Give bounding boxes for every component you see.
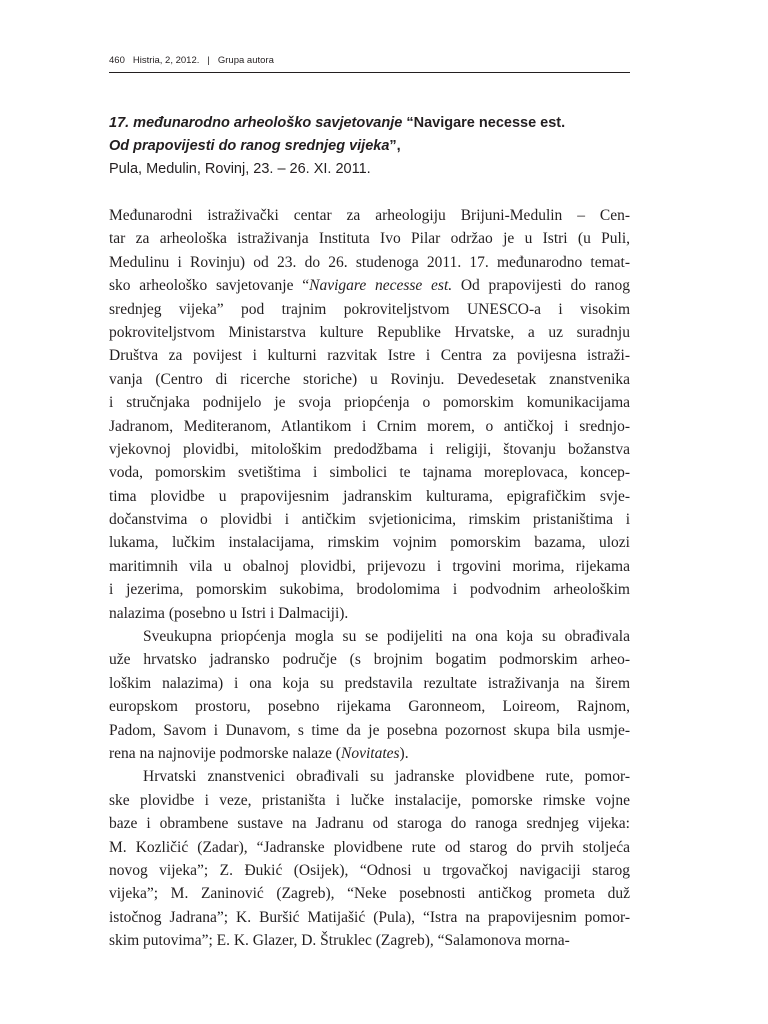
heading-subtitle-italic: Od prapovijesti do ranog srednjeg vijeka [109,138,390,154]
text-line: Padom, Savom i Dunavom, s time da je posebna pozornost skupa bila usmje- [109,721,630,739]
text-line: sko arheološko savjetovanje “Navigare necesse est. Od prapovijesti do ranog [109,277,630,295]
heading-subtitle-rest: ”, [389,138,401,154]
text-line: novog vijeka”; Z. Đukić (Osijek), “Odnosi u trgovačkoj navigaciji starog [109,861,630,879]
text-line: nalazima (posebno u Istri i Dalmaciji). [109,604,349,622]
text-line: voda, pomorskim svetištima i simbolici te tajnama moreplovaca, koncep- [109,464,630,482]
text-line: vijeka”; M. Zaninović (Zagreb), “Neke posebnosti antičkog prometa duž [109,885,630,903]
journal-citation: Histria, 2, 2012. [132,55,200,66]
text-line: maritimnih vila u obalnoj plovidbi, prijevozu i trgovini morima, rijekama [109,557,630,575]
text-line: i jezerima, pomorskim sukobima, brodolomima i podvodnim arheološkim [109,581,630,599]
text-line: lukama, lučkim instalacijama, rimskim vojnim pomorskim bazama, ulozi [109,534,630,552]
text-line: Sveukupna priopćenja mogla su se podijeliti na ona koja su obrađivala [143,628,630,646]
text-line: tima plovidbe u prapovijesnim jadranskim kulturama, epigrafičkim svje- [109,487,630,505]
page-number: 460 [109,55,125,66]
text-line: Društva za povijest i kulturni razvitak Istre i Centra za povijesna istraži- [109,347,630,365]
paragraph [109,765,630,952]
text-line: Medulinu i Rovinju) od 23. do 26. studenoga 2011. 17. međunarodno temat- [109,253,630,271]
header-rule [109,72,630,73]
text-line: i stručnjaka podnijelo je svoja priopćenja o pomorskim komunikacijama [109,394,630,412]
header-separator: | [207,55,210,66]
heading-line-1 [109,112,630,135]
article-heading [109,112,630,181]
text-line: M. Kozličić (Zadar), “Jadranske plovidbene rute od starog do prvih stoljeća [109,838,630,856]
text-line: dočanstvima o plovidbi i antičkim svjetionicima, rimskim pristaništima i [109,511,630,529]
heading-title-rest: “Navigare necesse est. [402,115,566,131]
paragraph [109,625,630,765]
italic-title: Navigare necesse est. [309,277,453,295]
text-line: ske plovidbe i veze, pristaništa i lučke instalacije, pomorske rimske vojne [109,791,630,809]
section-title: Grupa autora [217,55,274,66]
italic-title: Novitates [340,744,400,762]
article-body [109,204,630,953]
heading-title-italic: 17. međunarodno arheološko savjetovanje [109,115,403,131]
heading-venue-date: Pula, Medulin, Rovinj, 23. – 26. XI. 2011. [109,161,371,177]
text-line: vanja (Centro di ricerche storiche) u Rovinju. Devedesetak znanstvenika [109,370,630,388]
running-head [109,55,630,66]
text-line: vjekovnoj plovidbi, mitološkim predodžbama i religiji, štovanju božanstva [109,440,630,458]
heading-line-2 [109,135,630,158]
text-line: istočnog Jadrana”; K. Buršić Matijašić (Pula), “Istra na prapovijesnim pomor- [109,908,630,926]
text-line: Jadranom, Mediteranom, Atlantikom i Crnim morem, o antičkoj i srednjo- [109,417,630,435]
text-line: baze i obrambene sustave na Jadranu od staroga do ranoga srednjeg vijeka: [109,815,630,833]
text-line: rena na najnovije podmorske nalaze (Novitates). [109,744,409,762]
text-line: srednjeg vijeka” pod trajnim pokroviteljstvom UNESCO-a i visokim [109,300,630,318]
text-line: tar za arheološka istraživanja Instituta Ivo Pilar održao je u Istri (u Puli, [109,230,630,248]
text-line: Hrvatski znanstvenici obrađivali su jadranske plovidbene rute, pomor- [143,768,630,786]
text-line: uže hrvatsko jadransko područje (s brojnim bogatim podmorskim arheo- [109,651,630,669]
text-line: pokroviteljstvom Ministarstva kulture Republike Hrvatske, a uz suradnju [109,323,630,341]
text-line: Međunarodni istraživački centar za arheologiju Brijuni-Medulin – Cen- [109,207,630,224]
text-line: skim putovima”; E. K. Glazer, D. Štruklec (Zagreb), “Salamonova morna- [109,932,570,950]
paragraph [109,204,630,625]
text-line: europskom prostoru, posebno rijekama Garonneom, Loireom, Rajnom, [109,698,630,716]
text-line: loškim nalazima) i ona koja su predstavila rezultate istraživanja na širem [109,674,630,692]
